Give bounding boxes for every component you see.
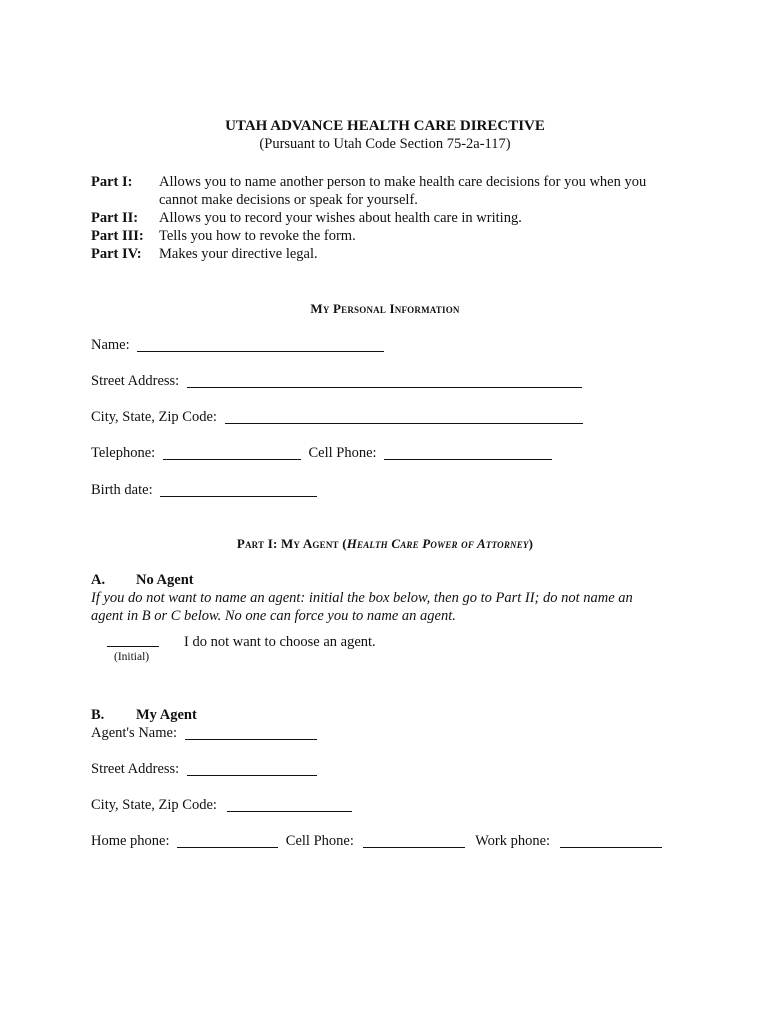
part-1-text-line1: Allows you to name another person to make health care decisions for you when you	[159, 174, 647, 190]
part-1-text-line2: cannot make decisions or speak for yourself.	[159, 192, 418, 208]
part-3-text: Tells you how to revoke the form.	[159, 228, 356, 244]
name-field[interactable]	[137, 337, 384, 352]
section-b-letter: B.	[91, 707, 105, 723]
birth-date-row	[91, 482, 317, 499]
cell-phone-field[interactable]	[384, 445, 552, 460]
agent-cell-phone-label: Cell Phone:	[285, 833, 354, 849]
no-agent-statement: I do not want to choose an agent.	[184, 634, 376, 650]
work-phone-field[interactable]	[560, 833, 662, 848]
street-address-field[interactable]	[187, 373, 582, 388]
initial-caption: (Initial)	[114, 651, 150, 663]
city-state-zip-field[interactable]	[225, 409, 583, 424]
city-state-zip-label: City, State, Zip Code:	[91, 409, 217, 425]
initial-field[interactable]	[107, 631, 159, 647]
birth-date-label: Birth date:	[91, 482, 153, 498]
part-4-text: Makes your directive legal.	[159, 246, 318, 262]
agent-name-field[interactable]	[185, 725, 317, 740]
telephone-field[interactable]	[163, 445, 301, 460]
section-a-instruction-line1: If you do not want to name an agent: initial the box below, then go to Part II; do not name an	[91, 590, 633, 606]
street-address-label: Street Address:	[91, 373, 180, 389]
personal-info-heading: My Personal Information	[310, 301, 460, 316]
agent-cell-phone-field[interactable]	[363, 833, 465, 848]
street-address-row	[91, 373, 582, 390]
part-3-label: Part III:	[91, 228, 144, 244]
agent-city-label: City, State, Zip Code:	[91, 797, 217, 813]
section-a-letter: A.	[91, 572, 106, 588]
city-state-zip-row	[91, 409, 583, 426]
part-1-heading: Part I: My Agent (Health Care Power of Attorney)	[236, 536, 534, 551]
cell-phone-label: Cell Phone:	[308, 445, 377, 461]
agent-name-label: Agent's Name:	[91, 725, 177, 741]
agent-city-row	[91, 797, 352, 814]
document-subtitle: (Pursuant to Utah Code Section 75-2a-117)	[259, 136, 511, 152]
part-4-label: Part IV:	[91, 246, 142, 262]
section-a-instruction-line2: agent in B or C below. No one can force you to name an agent.	[91, 608, 456, 624]
agent-street-field[interactable]	[187, 761, 317, 776]
name-label: Name:	[91, 337, 130, 353]
name-row	[91, 337, 384, 354]
home-phone-label: Home phone:	[91, 833, 170, 849]
part-2-label: Part II:	[91, 210, 139, 226]
home-phone-field[interactable]	[177, 833, 278, 848]
section-a-title: No Agent	[136, 572, 194, 588]
part-2-text: Allows you to record your wishes about health care in writing.	[159, 210, 522, 226]
agent-street-row	[91, 761, 317, 778]
phone-row	[91, 445, 552, 462]
document-title: UTAH ADVANCE HEALTH CARE DIRECTIVE	[225, 118, 545, 134]
agent-name-row	[91, 725, 317, 742]
telephone-label: Telephone:	[91, 445, 156, 461]
agent-street-label: Street Address:	[91, 761, 180, 777]
part-1-label: Part I:	[91, 174, 133, 190]
agent-phones-row	[91, 833, 662, 850]
work-phone-label: Work phone:	[475, 833, 551, 849]
agent-city-field[interactable]	[227, 797, 352, 812]
birth-date-field[interactable]	[160, 482, 317, 497]
section-b-title: My Agent	[136, 707, 197, 723]
